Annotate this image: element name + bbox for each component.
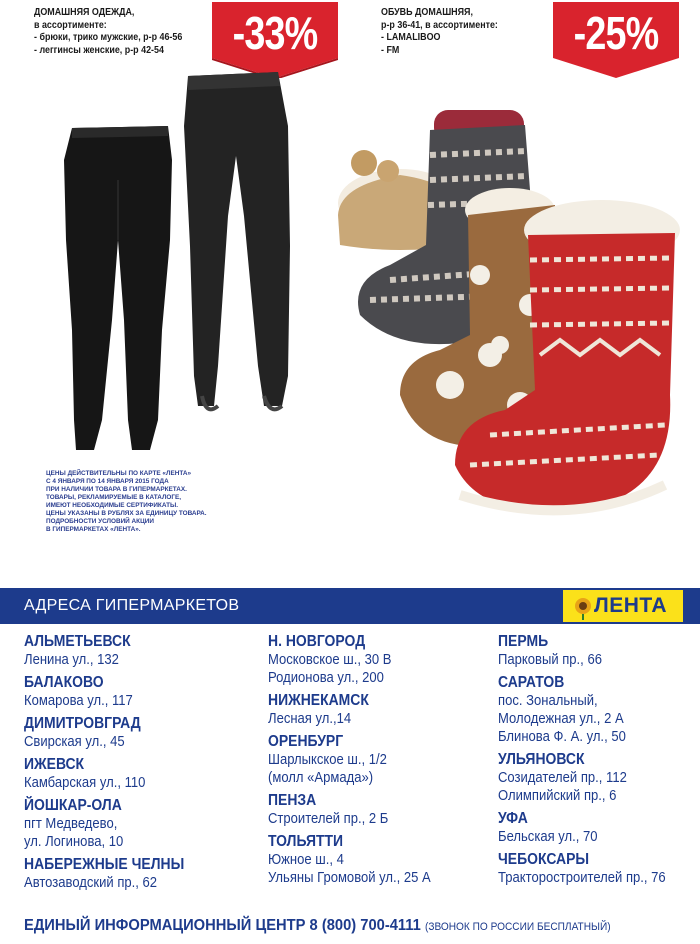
legal-line: ПОДРОБНОСТИ УСЛОВИЙ АКЦИИ — [46, 518, 154, 525]
city-name: Н. НОВГОРОД — [268, 633, 366, 650]
legal-line: В ГИПЕРМАРКЕТАХ «ЛЕНТА». — [46, 526, 141, 533]
info-center-note: (ЗВОНОК ПО РОССИИ БЕСПЛАТНЫЙ) — [424, 921, 611, 933]
city-name: НАБЕРЕЖНЫЕ ЧЕЛНЫ — [24, 856, 185, 873]
store-address: Шарлыкское ш., 1/2 — [268, 752, 387, 768]
store-address: Комарова ул., 117 — [24, 693, 133, 709]
city-name: ЙОШКАР-ОЛА — [24, 797, 122, 814]
clothing-desc-line: в ассортименте: — [34, 18, 107, 31]
addresses-column-1 — [24, 632, 202, 892]
clothing-desc-line: - брюки, трико мужские, р-р 46-56 — [34, 31, 183, 43]
store-address: Родионова ул., 200 — [268, 670, 384, 686]
store-address: Тракторостроителей пр., 76 — [498, 870, 666, 886]
store-address: Строителей пр., 2 Б — [268, 811, 389, 827]
legal-line: С 4 ЯНВАРЯ ПО 14 ЯНВАРЯ 2015 ГОДА — [46, 478, 169, 485]
city-name: САРАТОВ — [498, 674, 565, 691]
city-name: ТОЛЬЯТТИ — [268, 833, 344, 850]
city-name: ОРЕНБУРГ — [268, 733, 344, 750]
legal-line: ИМЕЮТ НЕОБХОДИМЫЕ СЕРТИФИКАТЫ. — [46, 502, 179, 509]
store-address: (молл «Армада») — [268, 770, 374, 786]
footwear-desc-line: - FM — [381, 43, 400, 56]
city-name: УЛЬЯНОВСК — [498, 751, 585, 768]
store-address: Парковый пр., 66 — [498, 652, 602, 668]
trousers-image — [178, 66, 296, 426]
legal-line: ПРИ НАЛИЧИИ ТОВАРА В ГИПЕРМАРКЕТАХ. — [46, 486, 187, 493]
store-address: ул. Логинова, 10 — [24, 834, 124, 850]
store-address: Лесная ул.,14 — [268, 711, 352, 727]
store-address: Московское ш., 30 В — [268, 652, 392, 668]
brand-logo-text: ЛЕНТА — [594, 594, 668, 617]
info-center-line — [24, 917, 662, 935]
city-name: НИЖНЕКАМСК — [268, 692, 369, 709]
store-address: Камбарская ул., 110 — [24, 775, 146, 791]
city-name: БАЛАКОВО — [24, 674, 104, 691]
footwear-description — [381, 6, 498, 56]
footwear-discount-value: -25% — [573, 7, 659, 59]
store-address: пос. Зональный, — [498, 693, 598, 709]
city-name: АЛЬМЕТЬЕВСК — [24, 633, 131, 650]
store-address: Олимпийский пр., 6 — [498, 788, 617, 804]
city-name: ДИМИТРОВГРАД — [24, 715, 141, 732]
store-address: Блинова Ф. А. ул., 50 — [498, 729, 626, 745]
store-address: Южное ш., 4 — [268, 852, 344, 868]
addresses-header-title: АДРЕСА ГИПЕРМАРКЕТОВ — [24, 597, 240, 614]
legal-line: ТОВАРЫ, РЕКЛАМИРУЕМЫЕ В КАТАЛОГЕ, — [46, 494, 182, 501]
leggings-image — [50, 120, 185, 455]
store-address: Автозаводский пр., 62 — [24, 875, 158, 891]
store-address: Бельская ул., 70 — [498, 829, 598, 845]
legal-line: ЦЕНЫ ДЕЙСТВИТЕЛЬНЫ ПО КАРТЕ «ЛЕНТА» — [46, 470, 192, 477]
footwear-desc-line: ОБУВЬ ДОМАШНЯЯ, — [381, 6, 473, 18]
store-address: Ленина ул., 132 — [24, 652, 119, 668]
store-address: Свирская ул., 45 — [24, 734, 125, 750]
footwear-desc-line: - LAMALIBOO — [381, 31, 441, 43]
city-name: ИЖЕВСК — [24, 756, 85, 773]
addresses-column-2 — [268, 632, 449, 887]
clothing-desc-line: - леггинсы женские, р-р 42-54 — [34, 43, 164, 56]
footwear-desc-line: р-р 36-41, в ассортименте: — [381, 18, 498, 31]
city-name: ПЕРМЬ — [498, 633, 549, 650]
addresses-column-3 — [498, 632, 684, 887]
city-name: ЧЕБОКСАРЫ — [498, 851, 590, 868]
clothing-discount-value: -33% — [232, 7, 318, 59]
city-name: ПЕНЗА — [268, 792, 317, 809]
legal-disclaimer — [46, 470, 266, 534]
clothing-desc-line: ДОМАШНЯЯ ОДЕЖДА, — [34, 6, 135, 18]
clothing-description — [34, 6, 182, 56]
slippers-image — [330, 55, 700, 535]
store-address: Созидателей пр., 112 — [498, 770, 627, 786]
city-name: УФА — [498, 810, 528, 827]
store-address: пгт Медведево, — [24, 816, 118, 832]
info-center-phone: ЕДИНЫЙ ИНФОРМАЦИОННЫЙ ЦЕНТР 8 (800) 700-4111 — [24, 917, 421, 934]
legal-line: ЦЕНЫ УКАЗАНЫ В РУБЛЯХ ЗА ЕДИНИЦУ ТОВАРА. — [46, 510, 207, 517]
store-address: Молодежная ул., 2 А — [498, 711, 624, 727]
store-address: Ульяны Громовой ул., 25 А — [268, 870, 431, 886]
sunflower-logo-icon — [572, 596, 594, 620]
